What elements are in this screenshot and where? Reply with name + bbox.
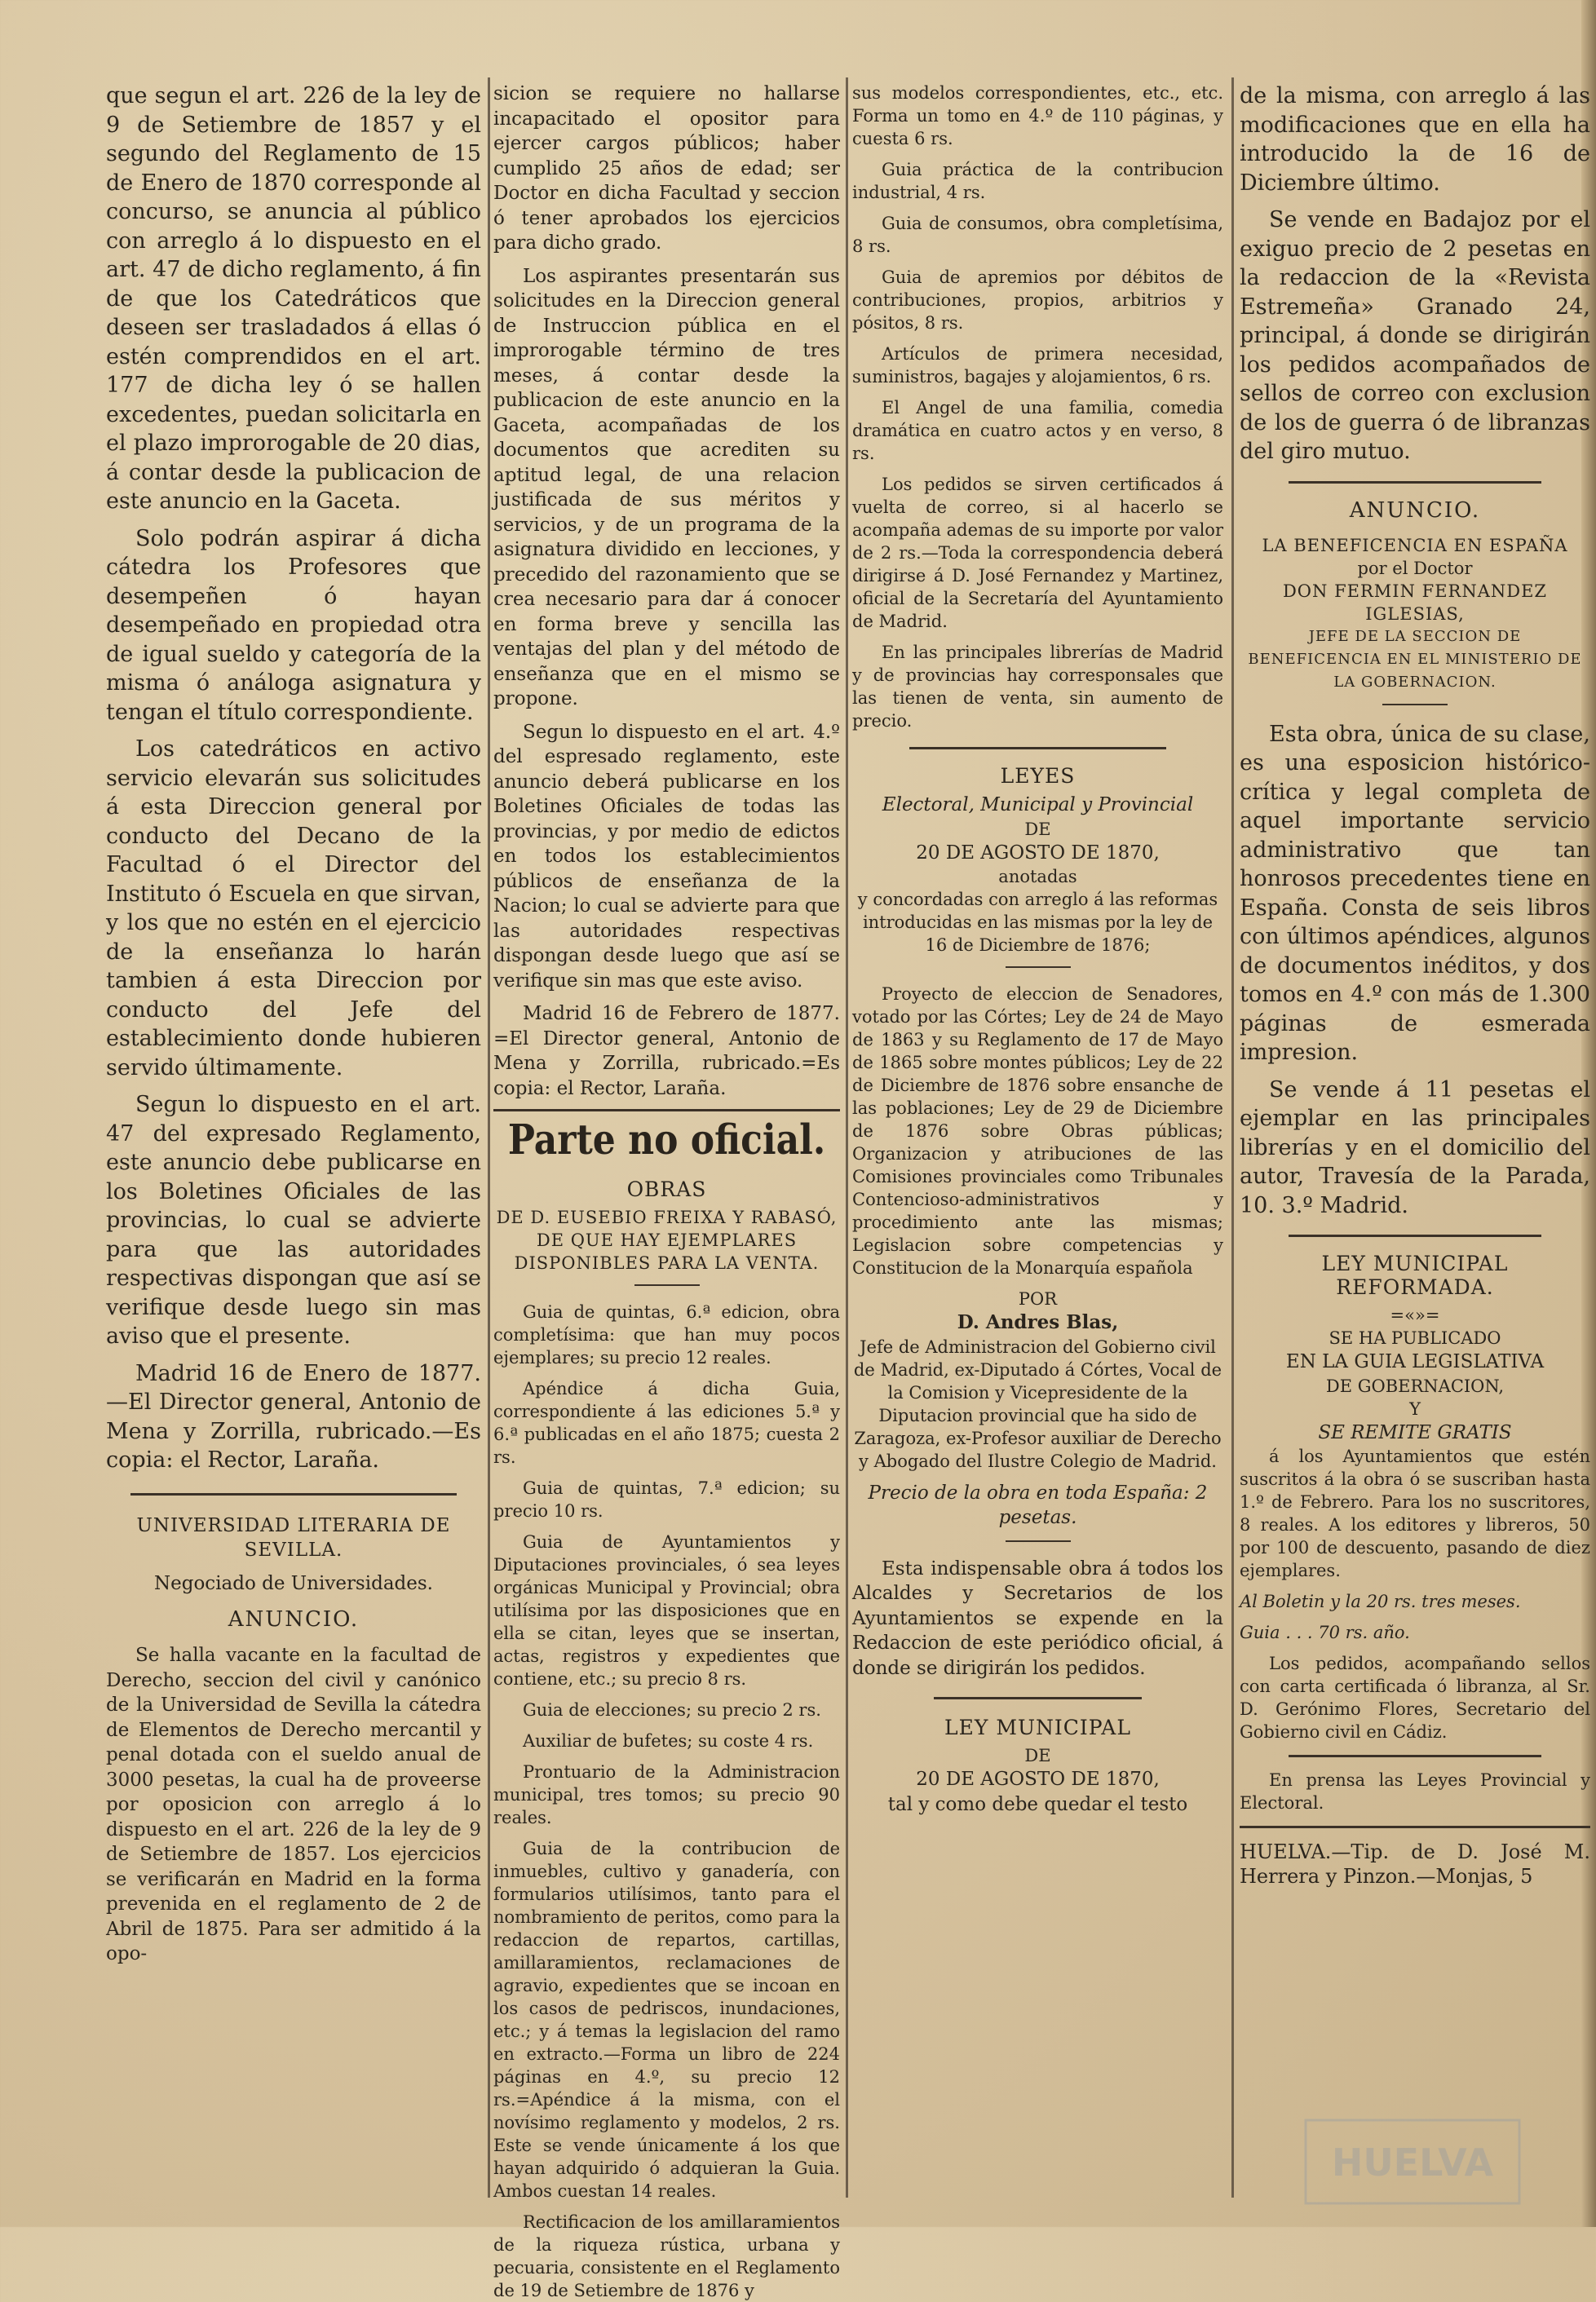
ornament: =«»= xyxy=(1390,1306,1440,1325)
short-rule xyxy=(634,1284,700,1286)
leyes-de: DE xyxy=(1024,819,1051,839)
de-gobernacion: DE GOBERNACION, xyxy=(1325,1376,1505,1396)
list-item: Guia de elecciones; su precio 2 rs. xyxy=(523,1700,821,1720)
short-rule xyxy=(1006,1540,1071,1542)
paragraph: Los pedidos se sirven certificados á vuelta de correo, si al hacerlo se acompaña ademas de su importe por valor de 2 rs.—Toda la correspondencia deberá dirigirse á D. José Fernandez y Martinez, oficial de la Secretaría del Ayuntamiento de Madrid. xyxy=(852,475,1223,631)
list-item: Auxiliar de bufetes; su coste 4 rs. xyxy=(523,1731,814,1751)
price-line-guia: Guia . . . 70 rs. año. xyxy=(1240,1623,1410,1642)
anuncio-heading: ANUNCIO. xyxy=(228,1607,360,1632)
column-rule-2 xyxy=(846,77,848,2198)
list-item: sus modelos correspondientes, etc., etc. Forma un tomo en 4.º de 110 páginas, y cuesta 6 rs. xyxy=(852,83,1223,148)
price-note: Precio de la obra en toda España: 2 pesetas. xyxy=(868,1482,1208,1528)
list-item: El Angel de una familia, comedia dramática en cuatro actos y en verso, 8 rs. xyxy=(852,398,1223,463)
column-rule-3 xyxy=(1231,77,1234,2198)
signature-paragraph: Madrid 16 de Enero de 1877.—El Director general, Antonio de Mena y Zorrilla, rubricado.—Es copia: el Rector, Laraña. xyxy=(106,1360,481,1473)
anuncio-heading: ANUNCIO. xyxy=(1349,497,1481,523)
paragraph: Proyecto de eleccion de Senadores, votado por las Córtes; Ley de 24 de Mayo de 1863 y su Reglamento de 17 de Mayo de 1865 sobre montes públicos; Ley de 22 de Diciembre de 1876 sobre ensanche de las poblaciones; Ley de 29 de Diciembre de 1876 sobre Obras públicas; Organizacion y atribuciones de las Comisiones provinciales como Tribunales Contencioso-administrativos y procedimiento ante las mismas; Legislacion sobre competencias y Constitucion de la Monarquía española xyxy=(852,984,1223,1278)
separator xyxy=(130,1493,457,1496)
list-item: Guia de Ayuntamientos y Diputaciones provinciales, ó sea leyes orgánicas Municipal y Provincial; obra utilísima por las disposiciones que en ella se citan, leyes que se insertan, actas, registros y expedientes que contiene, etc.; su precio 8 rs. xyxy=(493,1532,840,1689)
author-name: D. Andres Blas, xyxy=(957,1311,1119,1333)
ley-fecha: 20 DE AGOSTO DE 1870, xyxy=(916,1769,1160,1790)
paragraph: Los aspirantes presentarán sus solicitudes en la Direccion general de Instruccion pública en el improrogable término de tres meses, á contar desde la publicacion de este anuncio en la Gaceta, acompañadas de los documentos que acrediten su aptitud legal, de una relacion justificada de sus méritos y servicios, y de un programa de la asignatura dividido en lecciones, y precedido del razonamiento que se crea necesario para dar á conocer en forma breve y sencilla las ventajas del plan y del método de enseñanza que en el mismo se propone. xyxy=(493,265,840,709)
paragraph: Esta obra, única de su clase, es una esposicion histórico-crítica y legal completa de aquel importante servicio administrativo que tan honrosos precedentes tiene en España. Consta de seis libros con últimos apéndices, algunos de documentos inéditos, y dos tomos en 4.º con más de 1.300 páginas de esmerada impresion. xyxy=(1240,721,1590,1065)
column-3 xyxy=(852,82,1223,2194)
paragraph: Segun lo dispuesto en el art. 4.º del espresado reglamento, este anuncio deberá publicarse en los Boletines Oficiales de todas las provincias, y por medio de edictos en todos los establecimientos públicos de enseñanza de la Nacion; lo cual se advierte para que las autoridades respectivas dispongan desde luego que así se verifique sin mas que este aviso. xyxy=(493,721,840,992)
paragraph: Los catedráticos en activo servicio elevarán sus solicitudes á esta Direccion general por conducto del Decano de la Facultad ó el Director del Instituto ó Escuela en que sirvan, y los que no estén en el ejercicio de la enseñanza lo harán tambien á esta Direccion por conducto del Jefe del establecimiento donde hubieren servido últimamente. xyxy=(106,736,481,1080)
library-stamp-icon xyxy=(1302,2117,1523,2207)
list-item: Guia de quintas, 6.ª edicion, obra completísima: que han muy pocos ejemplares; su precio 12 reales. xyxy=(493,1302,840,1368)
price-line-boletin: Al Boletin y la 20 rs. tres meses. xyxy=(1240,1592,1521,1611)
leyes-concord: y concordadas con arreglo á las reformas introducidas en las mismas por la ley de 16 de Diciembre de 1876; xyxy=(857,890,1218,955)
paragraph: Solo podrán aspirar á dicha cátedra los Profesores que desempeñen ó hayan desempeñado en propiedad otra de igual sueldo y categoría de la misma ó análoga asignatura y tengan el título correspondiente. xyxy=(106,525,481,725)
short-rule xyxy=(1382,704,1448,705)
short-rule xyxy=(1006,966,1071,968)
leyes-subtitle: Electoral, Municipal y Provincial xyxy=(882,794,1194,815)
column-2 xyxy=(493,82,840,2300)
list-item: Apéndice á dicha Guia, correspondiente á las ediciones 5.ª y 6.ª publicadas en el año 1875; cuesta 2 rs. xyxy=(493,1379,840,1467)
jefe-title: JEFE DE LA SECCION DE BENEFICENCIA EN EL MINISTERIO DE LA GOBERNACION. xyxy=(1248,627,1582,691)
paragraph: Segun lo dispuesto en el art. 47 del expresado Reglamento, este anuncio debe publicarse en los Boletines Oficiales de las provincias, lo cual se advierte para que las autoridades respectivas dispongan que así se verifique desde luego sin mas aviso que el presente. xyxy=(106,1092,481,1349)
remite-gratis: SE REMITE GRATIS xyxy=(1318,1421,1512,1443)
separator xyxy=(1289,481,1541,484)
list-item: Guia de quintas, 7.ª edicion; su precio 10 rs. xyxy=(493,1478,840,1521)
por-doctor: por el Doctor xyxy=(1357,558,1473,578)
separator xyxy=(1240,1826,1590,1828)
por-label: POR xyxy=(1018,1289,1058,1309)
y-label: Y xyxy=(1409,1398,1421,1419)
paragraph: Se vende en Badajoz por el exiguo precio de 2 pesetas en la redaccion de la «Revista Estremeña» Granado 24, principal, á donde se dirigirán los pedidos acompañados de sellos de correo con exclusion de los de guerra ó de libranzas del giro mutuo. xyxy=(1240,207,1590,464)
university-title: UNIVERSIDAD LITERARIA DE SEVILLA. xyxy=(136,1514,451,1561)
separator xyxy=(1289,1235,1541,1237)
imprint: HUELVA.—Tip. de D. José M. Herrera y Pinzon.—Monjas, 5 xyxy=(1240,1840,1590,1888)
ley-municipal-heading: LEY MUNICIPAL xyxy=(944,1716,1131,1739)
leyes-heading: LEYES xyxy=(1000,764,1076,788)
separator xyxy=(493,1109,840,1111)
paragraph: que segun el art. 226 de la ley de 9 de Setiembre de 1857 y el segundo del Reglamento de 15 de Enero de 1870 corresponde al concurso, se anuncia al público con arreglo á lo dispuesto en el art. 47 de dicho reglamento, á fin de que los Catedráticos que deseen ser trasladados á ellas ó estén comprendidos en el art. 177 de dicha ley ó se hallen excedentes, puedan solicitarla en el plazo improrogable de 20 dias, á contar desde la publicacion de este anuncio en la Gaceta. xyxy=(106,83,481,514)
separator xyxy=(1289,1755,1541,1757)
section-header: Parte no oficial. xyxy=(507,1116,826,1164)
benef-title: LA BENEFICENCIA EN ESPAÑA xyxy=(1262,535,1568,555)
list-item: Rectificacion de los amillaramientos de la riqueza rústica, urbana y pecuaria, consistente en el Reglamento de 19 de Setiembre de 1876 y xyxy=(493,2212,840,2300)
paragraph: Esta indispensable obra á todos los Alcaldes y Secretarios de los Ayuntamientos se expende en la Redaccion de este periódico oficial, á donde se dirigirán los pedidos. xyxy=(852,1557,1223,1679)
paragraph: Los pedidos, acompañando sellos con carta certificada ó libranza, al Sr. D. Gerónimo Flores, Secretario del Gobierno civil en Cádiz. xyxy=(1240,1654,1590,1742)
author-description: Jefe de Administracion del Gobierno civil de Madrid, ex-Diputado á Córtes, Vocal de la Comision y Vicepresidente de la Diputacion provincial que ha sido de Zaragoza, ex-Profesor auxiliar de Derecho y Abogado del Ilustre Colegio de Madrid. xyxy=(853,1337,1222,1471)
paragraph: á los Ayuntamientos que estén suscritos á la obra ó se suscriban hasta 1.º de Febrero. Para los no suscritores, 8 reales. A los editores y libreros, 50 por 100 de descuento, pasando de diez ejemplares. xyxy=(1240,1447,1590,1580)
column-1 xyxy=(106,82,481,2194)
list-item: Artículos de primera necesidad, suministros, bagajes y alojamientos, 6 rs. xyxy=(852,344,1223,387)
obras-author: DE D. EUSEBIO FREIXA Y RABASÓ, xyxy=(496,1208,838,1227)
doctor-name: DON FERMIN FERNANDEZ IGLESIAS, xyxy=(1282,581,1548,624)
leyes-fecha: 20 DE AGOSTO DE 1870, xyxy=(916,842,1160,864)
signature-paragraph: Madrid 16 de Febrero de 1877. =El Director general, Antonio de Mena y Zorrilla, rubricado.=Es copia: el Rector, Laraña. xyxy=(493,1003,840,1099)
paragraph: En las principales librerías de Madrid y de provincias hay corresponsales que las tienen de venta, sin aumento de precio. xyxy=(852,643,1223,731)
paragraph: Se halla vacante en la facultad de Derecho, seccion del civil y canónico de la Universidad de Sevilla la cátedra de Elementos de Derecho mercantil y penal dotada con el sueldo anual de 3000 pesetas, la cual ha de proveerse por oposicion con arreglo á lo dispuesto en el art. 226 de la ley de 9 de Setiembre de 1857. Los ejercicios se verificarán en Madrid en la forma prevenida en el reglamento de 2 de Abril de 1875. Para ser admitido á la opo- xyxy=(106,1645,481,1964)
ley-reformada-heading: LEY MUNICIPAL REFORMADA. xyxy=(1321,1252,1509,1299)
column-4 xyxy=(1240,82,1590,2194)
list-item: Guia de consumos, obra completísima, 8 rs. xyxy=(852,214,1223,256)
obras-subtitle: DE QUE HAY EJEMPLARES DISPONIBLES PARA LA VENTA. xyxy=(514,1231,820,1273)
list-item: Guia de apremios por débitos de contribuciones, propios, arbitrios y pósitos, 8 rs. xyxy=(852,267,1223,333)
column-rule-1 xyxy=(488,77,490,2198)
separator xyxy=(934,1697,1142,1699)
paragraph: sicion se requiere no hallarse incapacitado el opositor para ejercer cargos públicos; haber cumplido 25 años de edad; ser Doctor en dicha Facultad y seccion ó tener aprobados los ejercicios para dicho grado. xyxy=(493,83,840,254)
paragraph: En prensa las Leyes Provincial y Electoral. xyxy=(1240,1770,1590,1813)
negociado: Negociado de Universidades. xyxy=(154,1572,433,1594)
guia-legislativa: EN LA GUIA LEGISLATIVA xyxy=(1285,1351,1545,1372)
list-item: Prontuario de la Administracion municipal, tres tomos; su precio 90 reales. xyxy=(493,1762,840,1827)
ley-de: DE xyxy=(1024,1746,1051,1765)
svg-text:HUELVA: HUELVA xyxy=(1331,2141,1494,2185)
leyes-anotadas: anotadas xyxy=(998,867,1077,886)
se-ha-publicado: SE HA PUBLICADO xyxy=(1329,1328,1501,1348)
paragraph: de la misma, con arreglo á las modificaciones que en ella ha introducido la de 16 de Diciembre último. xyxy=(1240,83,1590,196)
list-item: Guia de la contribucion de inmuebles, cultivo y ganadería, con formularios utilísimos, tanto para el nombramiento de peritos, como para la redaccion de repartos, cartillas, amillaramientos, reclamaciones de agravio, expedientes que se incoan en los casos de pedriscos, inundaciones, etc.; y á temas la legislacion del ramo en extracto.—Forma un libro de 224 páginas en 4.º, su precio 12 rs.=Apéndice á la misma, con el novísimo reglamento y modelos, 2 rs. Este se vende únicamente á los que hayan adquirido ó adquieran la Guia. Ambos cuestan 14 reales. xyxy=(493,1839,840,2201)
paragraph: Se vende á 11 pesetas el ejemplar en las principales librerías y en el domicilio del autor, Travesía de la Parada, 10. 3.º Madrid. xyxy=(1240,1076,1590,1218)
ley-tal: tal y como debe quedar el testo xyxy=(887,1793,1188,1815)
separator xyxy=(909,747,1166,749)
list-item: Guia práctica de la contribucion industrial, 4 rs. xyxy=(852,160,1223,202)
obras-heading: OBRAS xyxy=(626,1178,707,1201)
